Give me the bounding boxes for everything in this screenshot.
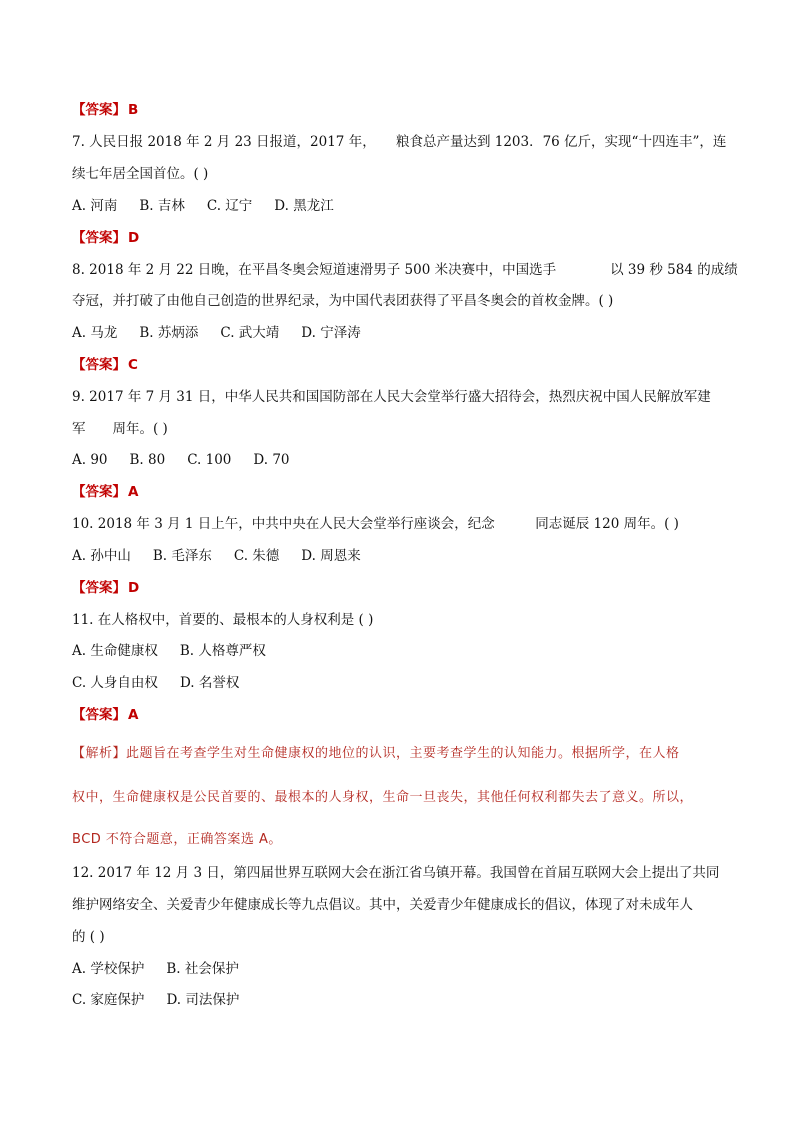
question-9-options [72,450,290,470]
option-c: C. 辽宁 [206,198,253,214]
option-b: B. 80 [129,452,166,468]
option-d: D. 名誉权 [179,675,240,691]
option-d: D. 黑龙江 [274,198,334,214]
analysis-line-2: 权中，生命健康权是公民首要的、最根本的人身权，生命一旦丧失，其他任何权利都失去了意义。所以， [72,790,694,805]
question-9-line-1: 9. 2017 年 7 月 31 日，中华人民共和国国防部在人民大会堂举行盛大招待会，热烈庆祝中国人民解放军建 [72,389,711,405]
answer-label: 【答案】 [72,357,126,373]
question-11-options-2 [72,673,239,693]
answer-value: C [128,357,138,373]
option-a: A. 学校保护 [72,961,145,977]
option-a: A. 90 [72,452,108,468]
analysis-line-1: 【解析】此题旨在考查学生对生命健康权的地位的认识，主要考查学生的认知能力。根据所学，在人格 [72,746,680,761]
question-12-line-2: 维护网络安全、关爱青少年健康成长等九点倡议。其中，关爱青少年健康成长的倡议，体现了对未成年人 [72,897,693,913]
option-d: D. 周恩来 [301,548,361,564]
question-10-line-1: 10. 2018 年 3 月 1 日上午，中共中央在人民大会堂举行座谈会，纪念 同志诞辰 120 周年。( ) [72,516,679,532]
question-7-options [72,196,334,216]
option-d: D. 司法保护 [166,992,240,1008]
answer-value: A [128,484,139,500]
question-8-line-2: 夺冠，并打破了由他自己创造的世界纪录，为中国代表团获得了平昌冬奥会的首枚金牌。( ) [72,293,614,309]
option-b: B. 苏炳添 [139,325,199,341]
analysis-line-3: BCD 不符合题意，正确答案选 A。 [72,832,282,847]
option-b: B. 社会保护 [166,961,239,977]
question-7-line-2: 续七年居全国首位。( ) [72,166,209,182]
answer-label: 【答案】 [72,230,126,246]
answer-line [72,100,138,120]
option-a: A. 生命健康权 [72,643,158,659]
question-9-line-2: 军 周年。( ) [72,421,168,437]
answer-label: 【答案】 [72,484,126,500]
option-a: A. 孙中山 [72,548,131,564]
option-c: C. 武大靖 [220,325,280,341]
answer-line [72,355,138,375]
answer-value: A [128,707,139,723]
option-a: A. 马龙 [72,325,118,341]
question-10-options [72,546,361,566]
answer-line [72,578,139,598]
option-c: C. 100 [187,452,232,468]
option-b: B. 毛泽东 [152,548,212,564]
question-7-line-1: 7. 人民日报 2018 年 2 月 23 日报道，2017 年， 粮食总产量达到 1203．76 亿斤，实现“十四连丰”，连 [72,134,727,150]
answer-label: 【答案】 [72,102,126,118]
question-12-options-1 [72,959,239,979]
answer-value: B [128,102,139,118]
option-a: A. 河南 [72,198,118,214]
answer-value: D [128,230,140,246]
option-d: D. 宁泽涛 [301,325,361,341]
question-8-line-1: 8. 2018 年 2 月 22 日晚，在平昌冬奥会短道速滑男子 500 米决赛中，中国选手 以 39 秒 584 的成绩 [72,262,738,278]
option-c: C. 人身自由权 [72,675,158,691]
question-11-options-1 [72,641,266,661]
option-c: C. 家庭保护 [72,992,145,1008]
option-b: B. 人格尊严权 [179,643,266,659]
answer-line [72,705,138,725]
option-c: C. 朱德 [233,548,280,564]
answer-line [72,228,139,248]
answer-label: 【答案】 [72,707,126,723]
answer-label: 【答案】 [72,580,126,596]
question-8-options [72,323,361,343]
question-12-line-3: 的 ( ) [72,929,105,945]
answer-line [72,482,138,502]
question-11-line-1: 11. 在人格权中，首要的、最根本的人身权利是 ( ) [72,612,374,628]
option-b: B. 吉林 [139,198,185,214]
option-d: D. 70 [253,452,290,468]
question-12-options-2 [72,990,239,1010]
question-12-line-1: 12. 2017 年 12 月 3 日，第四届世界互联网大会在浙江省乌镇开幕。我国曾在首届互联网大会上提出了共同 [72,865,720,881]
answer-value: D [128,580,140,596]
